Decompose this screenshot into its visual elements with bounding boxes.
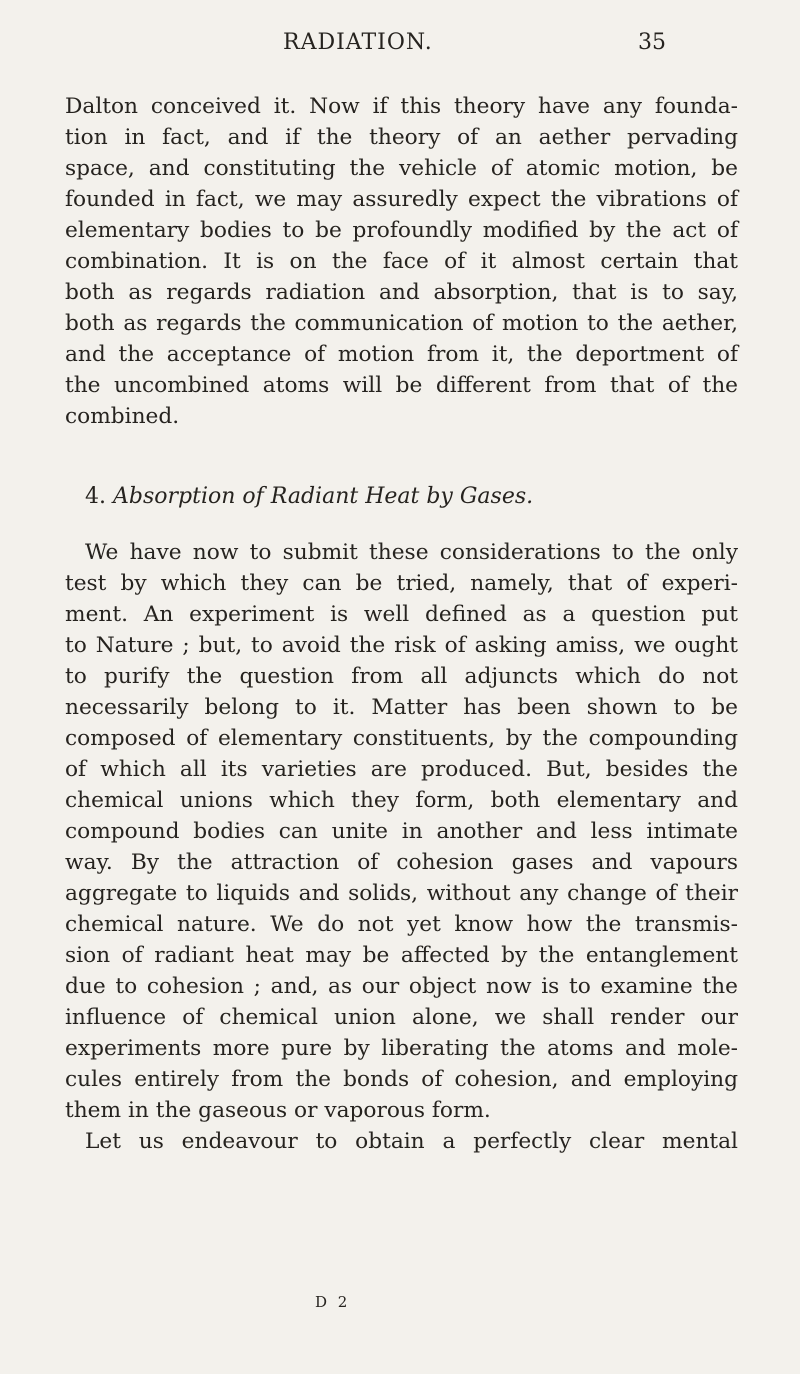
text-line: both as regards the communication of motion to the aether,: [65, 311, 738, 336]
text-line: Dalton conceived it. Now if this theory have any founda-: [65, 94, 738, 119]
text-line: both as regards radiation and absorption, that is to say,: [65, 280, 738, 305]
section-heading: [85, 481, 738, 512]
text-line: We have now to submit these considerations to the only: [85, 540, 738, 565]
text-line: of which all its varieties are produced. But, besides the: [65, 757, 738, 782]
text-line: influence of chemical union alone, we shall render our: [65, 1005, 738, 1030]
body-text: [65, 91, 738, 1157]
text-line: cules entirely from the bonds of cohesion, and employing: [65, 1067, 738, 1092]
text-line: elementary bodies to be profoundly modified by the act of: [65, 218, 738, 243]
text-line: chemical nature. We do not yet know how the transmis-: [65, 912, 738, 937]
text-line: to Nature ; but, to avoid the risk of asking amiss, we ought: [65, 633, 738, 658]
paragraph-absorption: [65, 537, 738, 1126]
text-line: to purify the question from all adjuncts which do not: [65, 664, 738, 689]
running-title: RADIATION.: [283, 30, 433, 55]
text-line: and the acceptance of motion from it, the deportment of: [65, 342, 738, 367]
text-line: due to cohesion ; and, as our object now is to examine the: [65, 974, 738, 999]
section-number: 4.: [85, 484, 106, 509]
text-line: founded in fact, we may assuredly expect the vibrations of: [65, 187, 738, 212]
section-title: Absorption of Radiant Heat by Gases.: [113, 484, 534, 509]
page-number: 35: [638, 30, 666, 55]
text-line: tion in fact, and if the theory of an aether pervading: [65, 125, 738, 150]
text-line: composed of elementary constituents, by the compounding: [65, 726, 738, 751]
text-line: sion of radiant heat may be affected by the entanglement: [65, 943, 738, 968]
text-line: combination. It is on the face of it almost certain that: [65, 249, 738, 274]
text-line: way. By the attraction of cohesion gases and vapours: [65, 850, 738, 875]
text-line: ment. An experiment is well defined as a question put: [65, 602, 738, 627]
text-line: experiments more pure by liberating the atoms and mole-: [65, 1036, 738, 1061]
paragraph-mental-image: [65, 1126, 738, 1157]
text-line: necessarily belong to it. Matter has been shown to be: [65, 695, 738, 720]
printer-signature: D 2: [315, 1293, 351, 1311]
text-line: compound bodies can unite in another and less intimate: [65, 819, 738, 844]
text-line: test by which they can be tried, namely, that of experi-: [65, 571, 738, 596]
text-line: aggregate to liquids and solids, without any change of their: [65, 881, 738, 906]
text-line: space, and constituting the vehicle of atomic motion, be: [65, 156, 738, 181]
text-line: combined.: [65, 404, 180, 429]
paragraph-continuation: [65, 91, 738, 432]
running-head: [0, 30, 800, 64]
text-line: Let us endeavour to obtain a perfectly clear mental: [85, 1129, 738, 1154]
text-line: chemical unions which they form, both elementary and: [65, 788, 738, 813]
text-line: them in the gaseous or vaporous form.: [65, 1098, 491, 1123]
text-line: the uncombined atoms will be different from that of the: [65, 373, 738, 398]
